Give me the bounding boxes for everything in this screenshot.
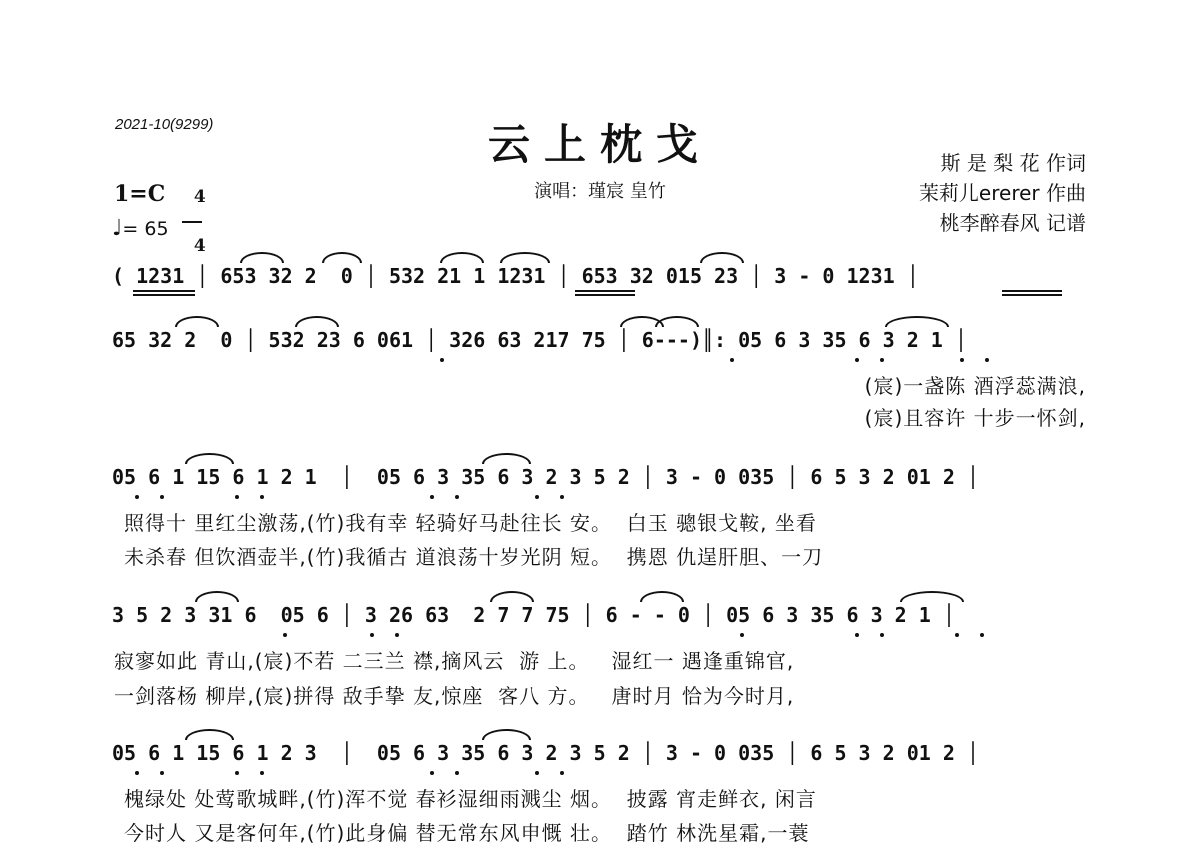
octave-dot <box>730 358 734 362</box>
tempo-mark <box>112 216 169 241</box>
slur-mark <box>440 252 484 263</box>
slur-mark <box>640 591 684 602</box>
tempo-value: = 65 <box>122 218 169 240</box>
music-line-1: ( 1231 │ 653 32 2 0 │ 532 21 1 1231 │ 653 32 015 23 │ 3 - 0 1231 │ <box>112 264 919 288</box>
octave-dot <box>430 495 434 499</box>
octave-dot <box>855 358 859 362</box>
slur-mark <box>482 729 531 740</box>
singers: 演唱：瑾宸 皇竹 <box>534 181 666 202</box>
lyricist-credit: 斯 是 梨 花 作词 <box>940 151 1086 175</box>
key-signature: 1=C <box>114 181 166 207</box>
slur-mark <box>900 591 964 602</box>
octave-dot <box>235 771 239 775</box>
score-code: 2021-10(9299) <box>115 116 214 133</box>
slur-mark <box>655 316 699 327</box>
lyric-line-5: 寂寥如此 青山,(宸)不若 二三兰 襟,摘风云 游 上。 湿红一 遇逢重锦官, <box>114 649 795 673</box>
lyric-line-8: 今时人 又是客何年,(竹)此身偏 替无常东风申慨 壮。 踏竹 林洗星霜,一蓑 <box>124 821 810 845</box>
beam-line <box>133 294 195 296</box>
slur-mark <box>500 252 550 263</box>
beam-line <box>1002 294 1062 296</box>
beam-line <box>1002 290 1062 292</box>
slur-mark <box>885 316 949 327</box>
octave-dot <box>535 771 539 775</box>
music-line-3: 05 6 1 15 6 1 2 1 │ 05 6 3 35 6 3 2 3 5 2 │ 3 - 0 035 │ 6 5 3 2 01 2 │ <box>112 465 979 489</box>
octave-dot <box>535 495 539 499</box>
octave-dot <box>440 358 444 362</box>
slur-mark <box>295 316 339 327</box>
song-title: 云上枕戈 <box>487 120 712 169</box>
octave-dot <box>260 495 264 499</box>
octave-dot <box>960 358 964 362</box>
octave-dot <box>740 633 744 637</box>
time-top: 4 <box>193 187 206 207</box>
lyric-line-6: 一剑落杨 柳岸,(宸)拼得 敌手挚 友,惊座 客八 方。 唐时月 恰为今时月, <box>114 684 795 708</box>
music-line-2: 65 32 2 0 │ 532 23 6 061 │ 326 63 217 75 │ 6---)║: 05 6 3 35 6 3 2 1 │ <box>112 328 967 352</box>
slur-mark <box>700 252 744 263</box>
octave-dot <box>283 633 287 637</box>
beam-line <box>575 294 635 296</box>
slur-mark <box>175 316 219 327</box>
slur-mark <box>240 252 284 263</box>
octave-dot <box>160 495 164 499</box>
octave-dot <box>980 633 984 637</box>
octave-dot <box>235 495 239 499</box>
music-line-5: 05 6 1 15 6 1 2 3 │ 05 6 3 35 6 3 2 3 5 2 │ 3 - 0 035 │ 6 5 3 2 01 2 │ <box>112 741 979 765</box>
lyric-line-7: 槐绿处 处莺歌城畔,(竹)浑不觉 春衫湿细雨溅尘 烟。 披露 宵走鲜衣, 闲言 <box>124 787 817 811</box>
octave-dot <box>560 771 564 775</box>
lyric-line-4: 未杀春 但饮酒壶半,(竹)我循古 道浪荡十岁光阴 短。 携恩 仇逞肝胆、一刀 <box>124 545 824 569</box>
octave-dot <box>955 633 959 637</box>
octave-dot <box>985 358 989 362</box>
slur-mark <box>185 729 234 740</box>
octave-dot <box>135 495 139 499</box>
octave-dot <box>160 771 164 775</box>
octave-dot <box>560 495 564 499</box>
lyric-line-1: (宸)一盏陈 酒浮蕊满浪, <box>864 374 1086 398</box>
lyric-line-3: 照得十 里红尘激荡,(竹)我有幸 轻骑好马赴往长 安。 白玉 骢银戈鞍, 坐看 <box>124 511 817 535</box>
beam-line <box>575 290 635 292</box>
time-bottom: 4 <box>193 236 206 256</box>
octave-dot <box>370 633 374 637</box>
octave-dot <box>260 771 264 775</box>
lyric-line-2: (宸)且容许 十步一怀剑, <box>864 406 1086 430</box>
slur-mark <box>185 453 234 464</box>
time-signature <box>182 175 206 256</box>
octave-dot <box>430 771 434 775</box>
slur-mark <box>322 252 362 263</box>
slur-mark <box>490 591 534 602</box>
composer-credit: 茉莉儿ererer 作曲 <box>918 181 1086 205</box>
octave-dot <box>455 495 459 499</box>
octave-dot <box>880 358 884 362</box>
quarter-note-icon: ♩ <box>112 216 123 241</box>
transcriber-credit: 桃李醉春风 记谱 <box>939 211 1086 235</box>
music-line-4: 3 5 2 3 31 6 05 6 │ 3 26 63 2 7 7 75 │ 6 - - 0 │ 05 6 3 35 6 3 2 1 │ <box>112 603 955 627</box>
octave-dot <box>135 771 139 775</box>
beam-line <box>133 290 195 292</box>
octave-dot <box>880 633 884 637</box>
octave-dot <box>395 633 399 637</box>
octave-dot <box>855 633 859 637</box>
slur-mark <box>482 453 531 464</box>
octave-dot <box>455 771 459 775</box>
slur-mark <box>195 591 239 602</box>
